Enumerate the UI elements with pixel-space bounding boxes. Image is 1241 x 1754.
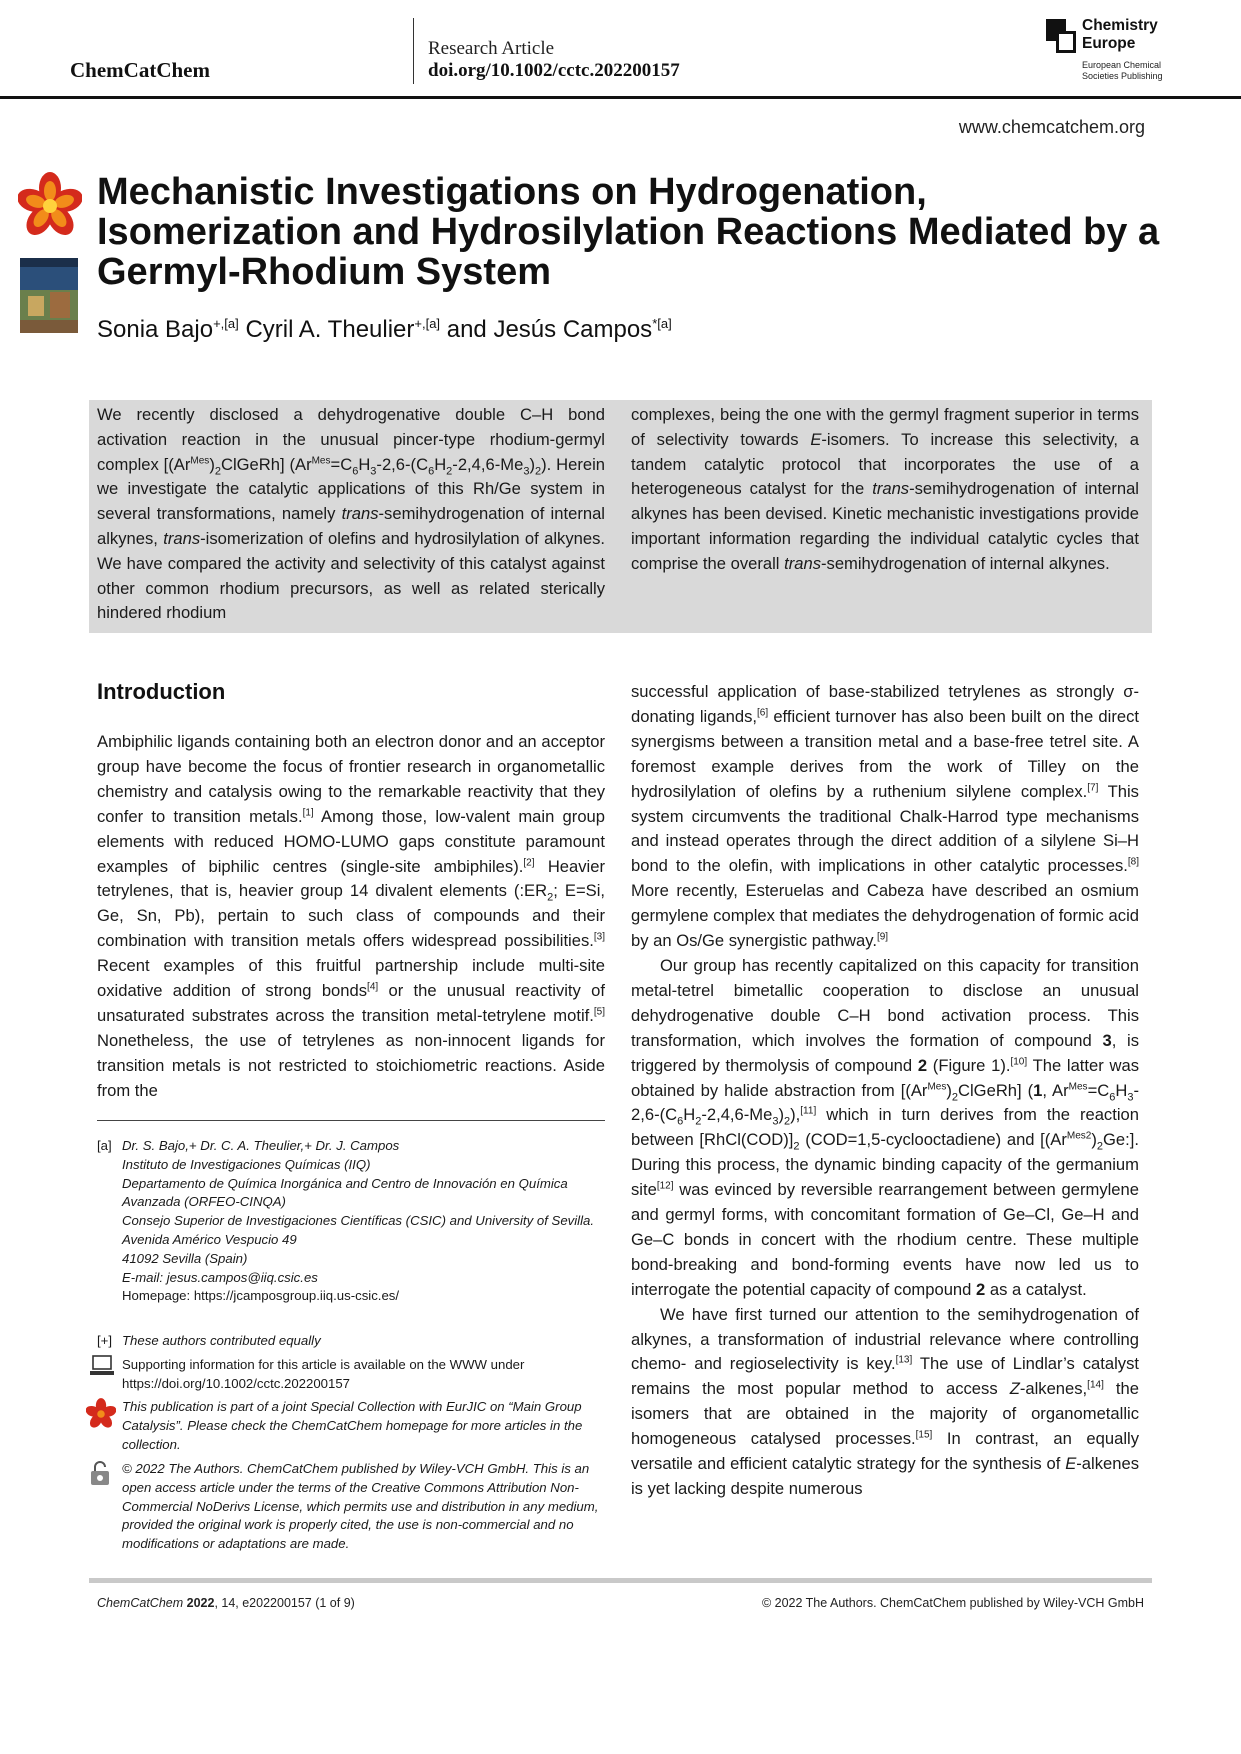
publisher-name-2: Europe	[1082, 35, 1136, 52]
article-title	[97, 172, 1177, 292]
author-1-affil: +,[a]	[213, 316, 239, 331]
author-1[interactable]: Sonia Bajo	[97, 316, 214, 343]
title-line-3: Germyl-Rhodium System	[97, 251, 551, 293]
header-divider	[413, 18, 414, 84]
footnote-rule	[97, 1120, 605, 1121]
author-3-affil: *[a]	[652, 316, 672, 331]
intro-left-column	[97, 730, 605, 1104]
intro-paragraph-4: We have first turned our attention to the semihydrogenation of alkynes, a transformation of industrial relevance where controlling chemo- and regioselectivity is key.[13] The use of Lindlar’s catalyst remains the most popular method to access Z-alkenes,[14] the isomers that are obtained in the majority of organometallic homogeneous catalysed processes.[15] In contrast, an equally versatile and efficient catalytic strategy for the synthesis of E-alkenes is yet lacking despite numerous	[631, 1304, 1139, 1498]
license-text: © 2022 The Authors. ChemCatChem published by Wiley-VCH GmbH. This is an open access article under the terms of the Creative Commons Attribution Non-Commercial NoDerivs License, which permits use and distribution in any medium, provided the original work is properly cited, the use is non-commercial and no modifications or adaptations are made.	[122, 1461, 599, 1552]
author-2[interactable]: Cyril A. Theulier	[245, 316, 415, 343]
affiliation-email[interactable]: E-mail: jesus.campos@iiq.csic.es	[122, 1269, 318, 1285]
header-doi[interactable]: doi.org/10.1002/cctc.202200157	[428, 60, 680, 81]
equal-contribution-mark: [+]	[97, 1333, 113, 1348]
abstract-text-2: complexes, being the one with the germyl fragment superior in terms of selectivity towards E-isomers. To increase this selectivity, a tandem catalytic protocol that incorporates the use of a heterogeneous catalyst for the trans-semihydrogenation of internal alkynes has been devised. Kinetic mechanistic investigations provide important information regarding the individual catalytic cycles that comprise the overall trans-semihydrogenation of internal alkynes.	[631, 405, 1140, 573]
journal-name: ChemCatChem	[70, 58, 210, 82]
chemistry-europe-logo-icon	[1046, 19, 1076, 53]
publisher-sub-2: Societies Publishing	[1082, 71, 1163, 81]
abstract-text-1: We recently disclosed a dehydrogenative double C–H bond activation reaction in the unusual pincer-type rhodium-germyl complex $[(Ar^{Mes})_2ClGeRh]$ $(Ar^{Mes}=C_6H_3-2,6-(C_6H_2-2,4,6-Me_3)_2)$. Herein we investigate the catalytic applications of this Rh/Ge system in several transformations, namely trans-semihydrogenation of internal alkynes, trans-isomerization of olefins and hydrosilylation of alkynes. We have compared the activity and selectivity of this catalyst against other common rhodium precursors, as well as related sterically hindered rhodium	[97, 405, 605, 623]
footer-citation	[97, 1596, 355, 1610]
special-collection-note[interactable]	[122, 1398, 605, 1454]
affiliation-mark: [a]	[97, 1138, 112, 1153]
footer-volume-pages: , 14, e202200157 (1 of 9)	[214, 1596, 355, 1610]
article-type: Research Article	[428, 38, 555, 59]
author-3[interactable]: Jesús Campos	[493, 316, 653, 343]
affiliation-block	[122, 1137, 605, 1306]
affiliation-department: Departamento de Química Inorgánica and Centro de Innovación en Química Avanzada (ORFEO-CINQA)	[122, 1175, 568, 1210]
supporting-info-note[interactable]: Supporting information for this article is available on the WWW under https://doi.org/10.1002/cctc.202200157	[122, 1357, 525, 1391]
intro-right-column	[631, 680, 1139, 1502]
footer-copyright: © 2022 The Authors. ChemCatChem published by Wiley-VCH GmbH	[761, 1596, 1144, 1610]
header-rule	[0, 96, 1241, 99]
publisher-sub-1: European Chemical	[1082, 60, 1162, 70]
license-note	[122, 1460, 605, 1554]
title-line-1: Mechanistic Investigations on Hydrogenation,	[97, 171, 927, 213]
journal-website[interactable]: www.chemcatchem.org	[958, 117, 1145, 137]
affiliation-council: Consejo Superior de Investigaciones Científicas (CSIC) and University of Sevilla.	[122, 1213, 595, 1229]
title-line-2: Isomerization and Hydrosilylation Reactions Mediated by a	[97, 211, 1160, 253]
equal-contribution-note	[122, 1332, 605, 1351]
footer-journal: ChemCatChem	[97, 1596, 184, 1610]
affiliation-institute: Instituto de Investigaciones Químicas (IIQ)	[122, 1156, 371, 1172]
footer-year: 2022	[186, 1596, 215, 1610]
affiliation-street: Avenida Américo Vespucio 49	[122, 1231, 297, 1247]
special-collection-flower-icon	[86, 1398, 116, 1430]
footer-rule	[89, 1578, 1152, 1583]
author-2-affil: +,[a]	[414, 316, 441, 331]
affiliation-city: 41092 Sevilla (Spain)	[122, 1250, 248, 1266]
abstract-right-column	[631, 403, 1139, 577]
publisher-name-1: Chemistry	[1082, 17, 1158, 34]
section-heading-introduction: Introduction	[97, 679, 226, 704]
equal-contribution-text: These authors contributed equally	[122, 1333, 321, 1348]
intro-paragraph-2: successful application of base-stabilized tetrylenes as strongly σ-donating ligands,[6] efficient turnover has also been built on the direct synergisms between a transition metal and a base-free tetrel site. A foremost example derives from the work of Tilley on the hydrosilylation of olefins by a ruthenium silylene complex.[7] This system circumvents the traditional Chalk-Harrod type mechanisms and instead operates through the direct addition of a silylene Si–H bond to the olefin, with implications in other catalytic processes.[8] More recently, Esteruelas and Cabeza have described an osmium germylene complex that mediates the dehydrogenation of formic acid by an Os/Ge synergistic pathway.[9]	[631, 682, 1139, 951]
author-list	[97, 316, 672, 344]
intro-paragraph-1: Ambiphilic ligands containing both an electron donor and an acceptor group have become the focus of frontier research in organometallic chemistry and catalysis owing to the remarkable reactivity that they confer to transition metals.[1] Among those, low-valent main group elements with reduced HOMO-LUMO gaps constitute paramount examples of biphilic centres (single-site ambiphiles).[2] Heavier tetrylenes, that is, heavier group 14 divalent elements ($:ER_2$; E=Si, Ge, Sn, Pb), pertain to such class of compounds and their combination with transition metals offers widespread possibilities.[3] Recent examples of this fruitful partnership include multi-site oxidative addition of strong bonds[4] or the unusual reactivity of unsaturated substrates across the transition metal-tetrylene motif.[5] Nonetheless, the use of tetrylenes as non-innocent ligands for transition metals is not restricted to stoichiometric reactions. Aside from the	[97, 732, 606, 1100]
affiliation-homepage[interactable]: Homepage: https://jcamposgroup.iiq.us-csic.es/	[122, 1288, 400, 1304]
journal-cover-icon[interactable]	[20, 258, 78, 333]
abstract-left-column	[97, 403, 605, 626]
open-access-icon	[89, 1460, 111, 1486]
author-conjunction: and	[446, 316, 487, 343]
special-collection-text: This publication is part of a joint Special Collection with EurJIC on “Main Group Catalysis”. Please check the ChemCatChem homepage for more articles in the collection.	[122, 1399, 583, 1452]
supporting-info-laptop-icon	[89, 1355, 115, 1377]
special-collection-flower-icon	[18, 172, 82, 240]
affiliation-authors: Dr. S. Bajo,+ Dr. C. A. Theulier,+ Dr. J. Campos	[122, 1138, 400, 1153]
intro-paragraph-3: Our group has recently capitalized on this capacity for transition metal-tetrel bimetallic cooperation to disclose an unusual dehydrogenative double C–H bond activation process. This transformation, which involves the formation of compound 3, is triggered by thermolysis of compound 2 (Figure 1).[10] The latter was obtained by halide abstraction from $[(Ar^{Mes})_2ClGeRh]$ (1, $Ar^{Mes}=C_6H_3-2,6-(C_6H_2-2,4,6-Me_3)_2),[11]$ which in turn derives from the reaction between $[RhCl(COD)]_2$ (COD=1,5-cyclooctadiene) and $[(Ar^{Mes2})_2Ge:]$. During this process, the dynamic binding capacity of the germanium site[12] was evinced by reversible rearrangement between germylene and germyl forms, with concomitant formation of Ge–Cl, Ge–H and Ge–C bonds in concert with the rhodium centre. These multiple bond-breaking and bond-forming events have now led us to interrogate the potential capacity of compound 2 as a catalyst.	[631, 955, 1140, 1299]
